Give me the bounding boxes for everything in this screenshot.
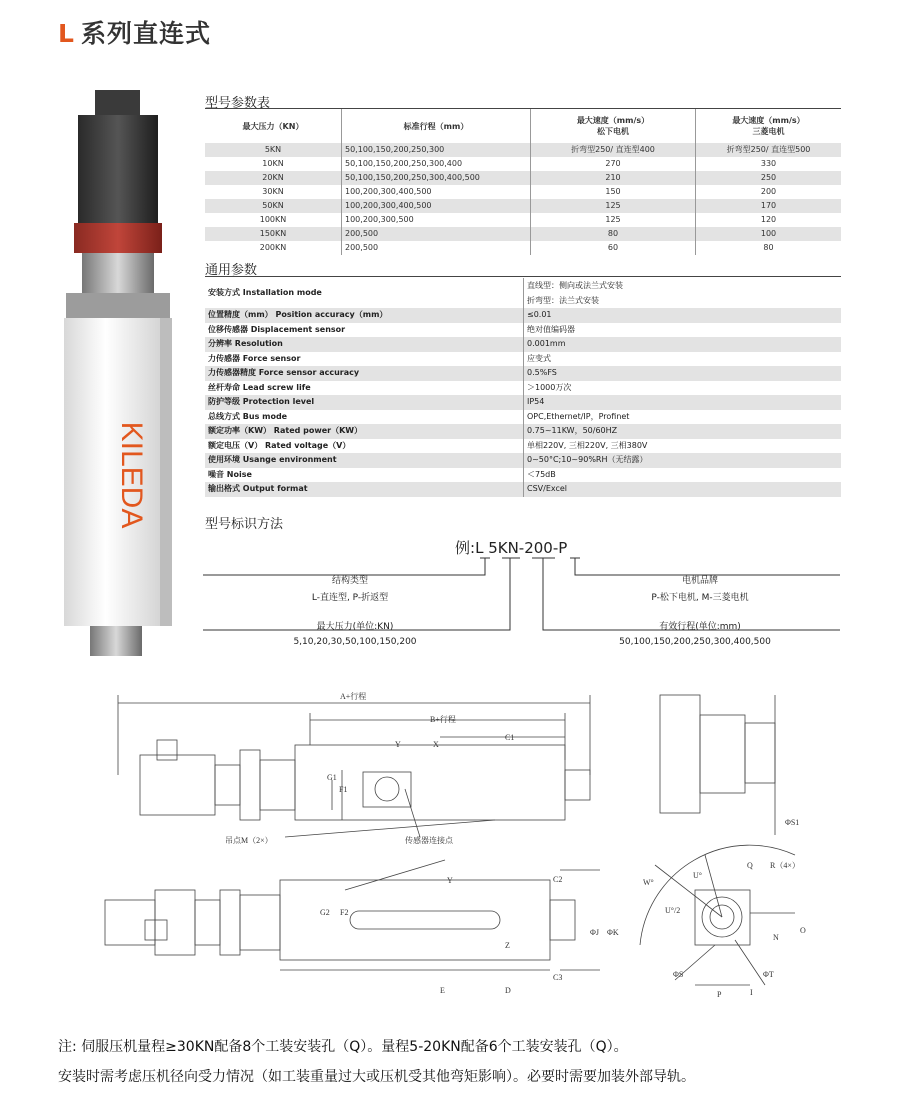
table-row: 使用环境 Usange environment 0~50°C;10~90%RH（无结露） [205, 453, 841, 468]
label-o: O [800, 926, 806, 935]
label-i: I [750, 988, 753, 997]
table-row: 额定功率（KW） Rated power（KW） 0.75~11KW，50/60HZ [205, 424, 841, 439]
table-row: 总线方式 Bus mode OPC,Ethernet/IP，Profinet [205, 410, 841, 425]
table-row: 10KN 50,100,150,200,250,300,400 270 330 [205, 157, 841, 171]
label-u2: U°/2 [665, 906, 681, 915]
mount-flange [66, 293, 170, 318]
table-row: 力传感器精度 Force sensor accuracy 0.5%FS [205, 366, 841, 381]
table-row: 分辨率 Resolution 0.001mm [205, 337, 841, 352]
table-row: 输出格式 Output format CSV/Excel [205, 482, 841, 497]
divider [205, 276, 841, 277]
model-code-example: 例:L 5KN-200-P [455, 539, 568, 557]
label-p: P [717, 990, 722, 999]
motor-desc: P-松下电机, M-三菱电机 [651, 593, 749, 603]
label-d: D [505, 986, 511, 995]
label-u: U° [693, 871, 702, 880]
series-name: 系列直连式 [80, 19, 211, 48]
note-2: 安装时需考虑压机径向受力情况（如工装重量过大或压机受其他弯矩影响）。必要时需要加装外部导轨。 [58, 1069, 695, 1085]
table-row: 200KN 200,500 60 80 [205, 241, 841, 255]
col-mitsu: 最大速度（mm/s） 三菱电机 [696, 109, 842, 143]
label-y: Y [395, 740, 401, 749]
brand-logo: KILEDA [115, 421, 148, 529]
servo-motor [78, 115, 158, 227]
label-g2: G2 [320, 908, 330, 917]
label-hoist: 吊点M（2×） [225, 836, 273, 845]
table-row: 噪音 Noise ＜75dB [205, 468, 841, 483]
red-adapter [74, 223, 162, 253]
technical-drawing [95, 685, 815, 1015]
label-dt: ΦT [763, 970, 774, 979]
label-dk: ΦK [607, 928, 619, 937]
table-row: 额定电压（V） Rated voltage（V） 单相220V, 三相220V, 三相380V [205, 439, 841, 454]
label-b-stroke: B+行程 [430, 715, 456, 724]
col-pana: 最大速度（mm/s） 松下电机 [531, 109, 696, 143]
label-a-stroke: A+行程 [340, 692, 367, 701]
label-ds1: ΦS1 [785, 818, 800, 827]
label-f1: F1 [339, 785, 348, 794]
label-n: N [773, 933, 779, 942]
force-title: 最大压力(单位:KN) [316, 622, 394, 632]
table-row: 5KN 50,100,150,200,250,300 折弯型250/ 直连型400 折弯型250/ 直连型500 [205, 143, 841, 157]
label-ds: ΦS [673, 970, 684, 979]
label-q: Q [747, 861, 753, 870]
label-g1: G1 [327, 773, 337, 782]
stroke-desc: 50,100,150,200,250,300,400,500 [619, 637, 771, 647]
model-code-heading: 型号标识方法 [205, 517, 284, 532]
label-r: R（4×） [770, 861, 800, 870]
label-z: Z [505, 941, 510, 950]
table-row: 20KN 50,100,150,200,250,300,400,500 210 250 [205, 171, 841, 185]
note-1: 注: 伺服压机量程≥30KN配备8个工装安装孔（Q）。量程5-20KN配备6个工装安装孔（Q）。 [58, 1039, 628, 1055]
force-desc: 5,10,20,30,50,100,150,200 [293, 637, 417, 647]
label-x: X [433, 740, 439, 749]
table-row: 力传感器 Force sensor 应变式 [205, 352, 841, 367]
table-row: 防护等级 Protection level IP54 [205, 395, 841, 410]
structure-desc: L-直连型, P-折返型 [311, 593, 389, 603]
structure-title: 结构类型 [331, 576, 368, 586]
label-w: W° [643, 878, 654, 887]
label-c1: C1 [505, 733, 515, 742]
series-letter: L [58, 19, 75, 48]
page-title [58, 14, 211, 50]
label-sensor: 传感器连接点 [405, 836, 453, 845]
table-row: 150KN 200,500 80 100 [205, 227, 841, 241]
table-row: 100KN 100,200,300,500 125 120 [205, 213, 841, 227]
label-dj: ΦJ [590, 928, 599, 937]
col-force: 最大压力（KN） [242, 121, 304, 131]
label-e: E [440, 986, 445, 995]
label-c3: C3 [553, 973, 563, 982]
coupling-housing [82, 253, 154, 293]
stroke-title: 有效行程(单位:mm) [659, 622, 741, 632]
table-row: 30KN 100,200,300,400,500 150 200 [205, 185, 841, 199]
motor-title: 电机品牌 [681, 576, 718, 586]
general-table-heading: 通用参数 [205, 263, 258, 278]
table-row: 丝杆寿命 Lead screw life ＞1000万次 [205, 381, 841, 396]
label-c2: C2 [553, 875, 563, 884]
model-table [205, 109, 841, 255]
label-f2: F2 [340, 908, 349, 917]
body-side [160, 318, 172, 626]
table-row: 安装方式 Installation mode 直线型：侧向或法兰式安装 折弯型：法兰式安装 [205, 278, 841, 308]
general-table [205, 278, 841, 497]
table-row: 位移传感器 Displacement sensor 绝对值编码器 [205, 323, 841, 338]
table-row: 位置精度（mm） Position accuracy（mm） ≤0.01 [205, 308, 841, 323]
product-image [60, 85, 200, 665]
label-y-bottom: Y [447, 876, 453, 885]
col-stroke: 标准行程（mm） [342, 109, 531, 143]
model-table-heading: 型号参数表 [205, 96, 271, 111]
output-rod [90, 626, 142, 656]
table-row: 50KN 100,200,300,400,500 125 170 [205, 199, 841, 213]
